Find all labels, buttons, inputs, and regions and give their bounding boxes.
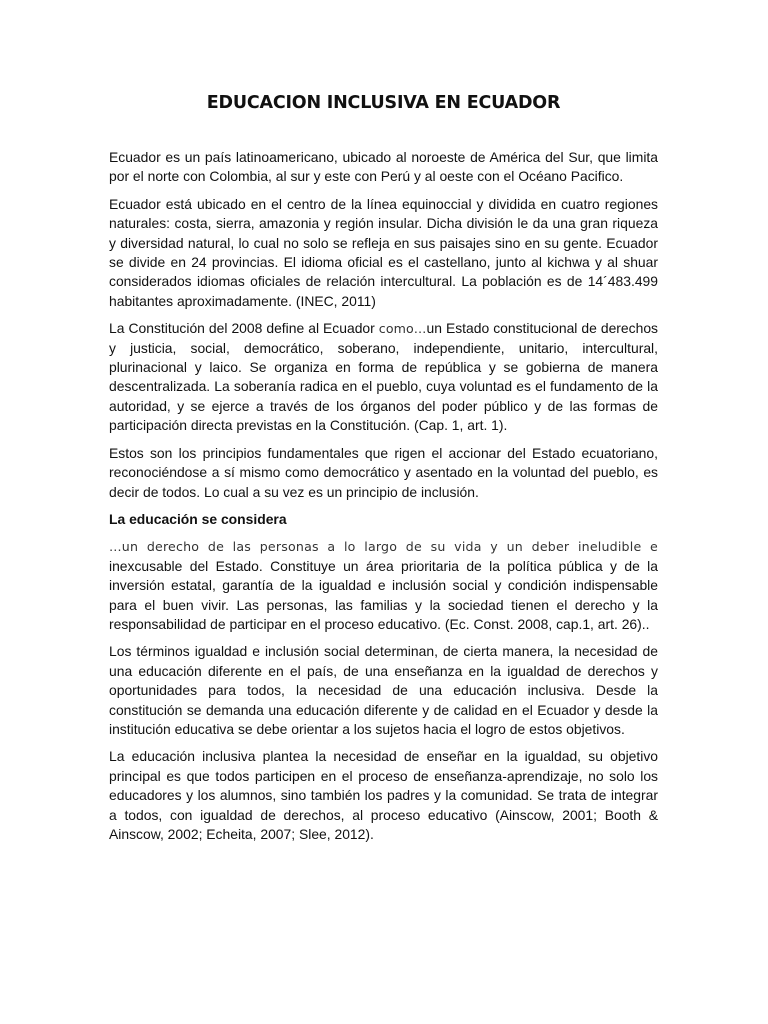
document-page (109, 84, 658, 852)
paragraph-location: Ecuador es un país latinoamericano, ubicado al noroeste de América del Sur, que limita por el norte con Colombia, al sur y este con Perú y al oeste con el Océano Pacifico. (109, 149, 658, 185)
paragraph-constitution-quote: un Estado constitucional de derechos y justicia, social, democrático, soberano, independiente, unitario, intercultural, plurinacional y laico. Se organiza en forma de república y se gobierna de manera descentralizada. La soberanía radica en el pueblo, cuya voluntad es el fundamento de la autoridad, y se ejerce a través de los órganos del poder público y de las formas de participación directa previstas en la Constitución. (Cap. 1, art. 1). (109, 320, 658, 434)
quote-lead-como: como… (378, 321, 427, 337)
paragraph-equality: Los términos igualdad e inclusión social determinan, de cierta manera, la necesidad de una educación diferente en el país, de una enseñanza en la igualdad de derechos y oportunidades para todos, la necesidad de una educación inclusiva. Desde la constitución se demanda una educación diferente y de calidad en el Ecuador y desde la institución educativa se debe orientar a los sujetos hacia el logro de estos objetivos. (109, 643, 658, 737)
paragraph-inclusive-education: La educación inclusiva plantea la necesidad de enseñar en la igualdad, su objetivo principal es que todos participen en el proceso de enseñanza-aprendizaje, no solo los educadores y los alumnos, sino también los padres y la comunidad. Se trata de integrar a todos, con igualdad de derechos, al proceso educativo (Ainscow, 2001; Booth & Ainscow, 2002; Echeita, 2007; Slee, 2012). (109, 748, 658, 842)
paragraph-principles: Estos son los principios fundamentales que rigen el accionar del Estado ecuatoriano, reconociéndose a sí mismo como democrático y asentado en la voluntad del pueblo, es decir de todos. Lo cual a su vez es un principio de inclusión. (109, 444, 658, 500)
paragraph-education-right (109, 537, 658, 634)
paragraph-constitution-intro: La Constitución del 2008 define al Ecuador (109, 320, 379, 337)
section-subheading: La educación se considera (109, 510, 287, 527)
paragraph-geography: Ecuador está ubicado en el centro de la línea equinoccial y dividida en cuatro regiones naturales: costa, sierra, amazonia y región insular. Dicha división le da una gran riqueza y diversidad natural, lo cual no solo se refleja en sus paisajes sino en su gente. Ecuador se divide en 24 provincias. El idioma oficial es el castellano, junto al kichwa y al shuar considerados idiomas oficiales de relación intercultural. La población es de 14´483.499 habitantes aproximadamente. (INEC, 2011) (109, 195, 658, 309)
paragraph-education-right-rest: inexcusable del Estado. Constituye un área prioritaria de la política pública y de la inversión estatal, garantía de la igualdad e inclusión social y condición indispensable para el buen vivir. Las personas, las familias y la sociedad tienen el derecho y la responsabilidad de participar en el proceso educativo. (Ec. Const. 2008, cap.1, art. 26).. (109, 557, 658, 632)
paragraph-constitution (109, 319, 658, 435)
document-title: EDUCACION INCLUSIVA EN ECUADOR (206, 93, 561, 113)
quote-lead-derecho: …un derecho de las personas a lo largo de su vida y un deber ineludible e (109, 539, 658, 555)
